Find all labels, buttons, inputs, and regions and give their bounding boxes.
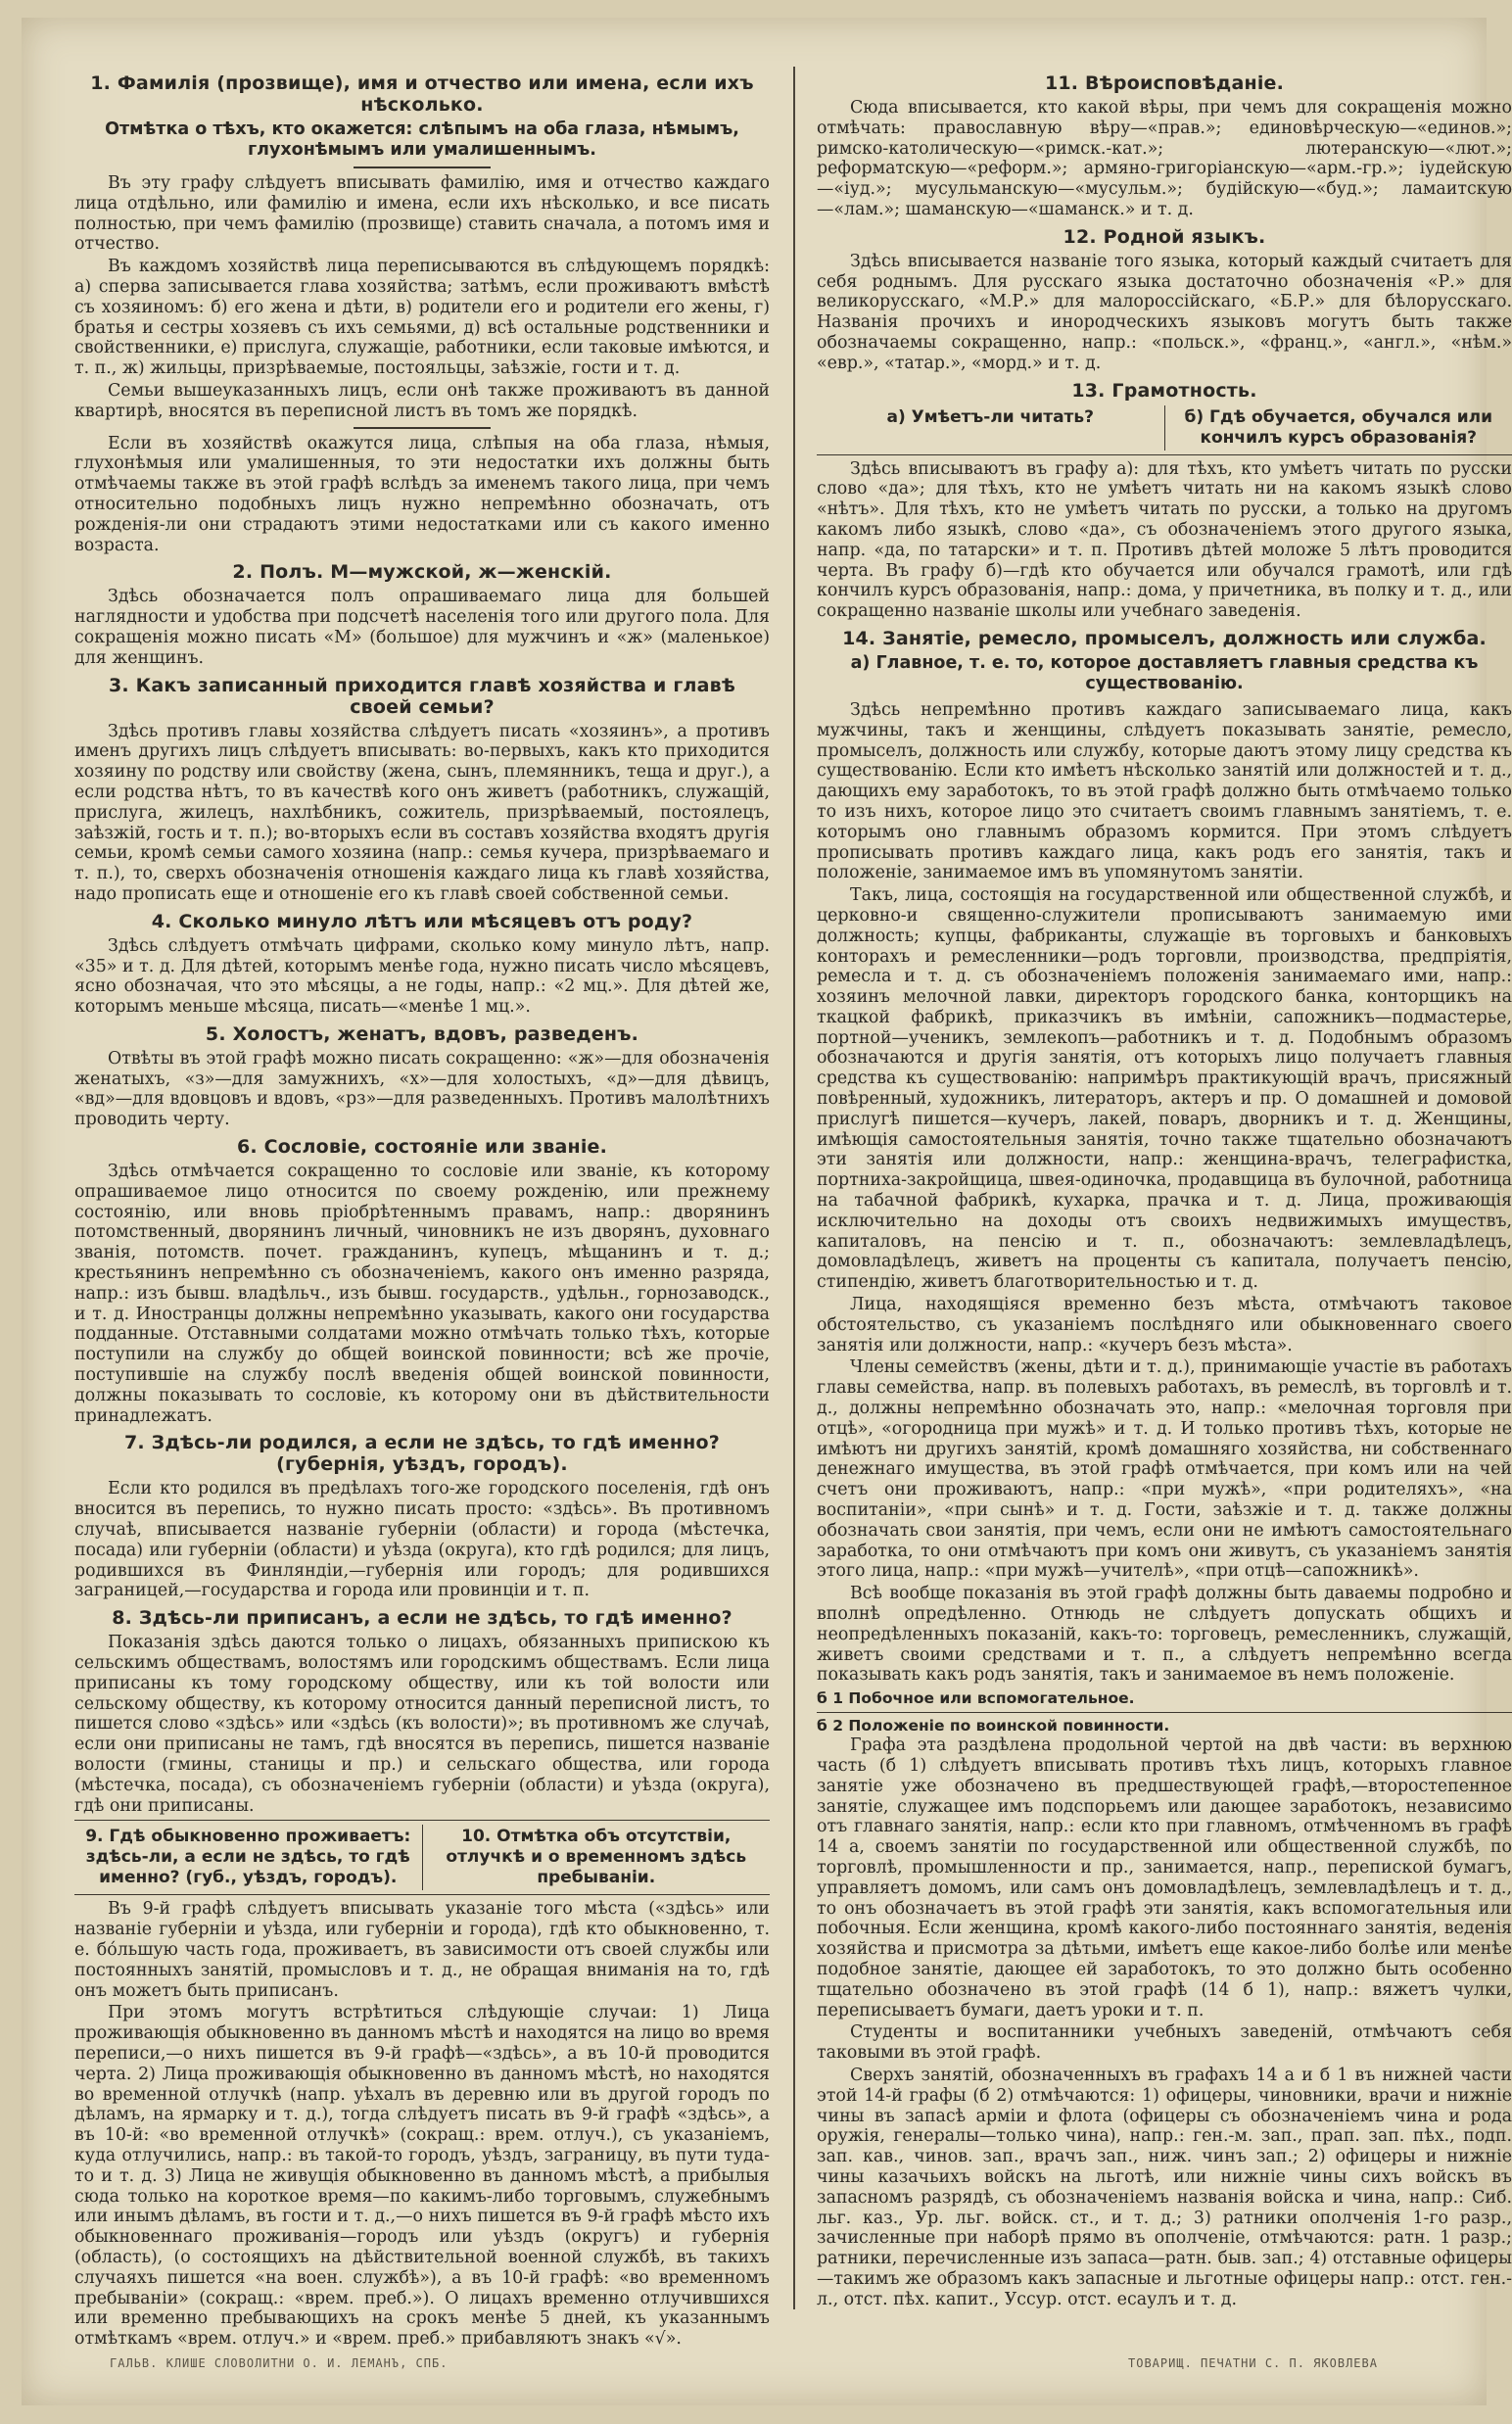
section-1-subtitle: Отмѣтка о тѣхъ, кто окажется: слѣпымъ на оба глаза, нѣмымъ, глухонѣмымъ или умалишеннымъ.: [105, 119, 739, 160]
section-2-title: 2. Полъ. М—мужской, ж—женскій.: [232, 561, 612, 584]
separator-rule: [354, 427, 491, 429]
column-divider: [793, 67, 795, 2309]
right-column: [817, 67, 1512, 2309]
section-3-paragraph: Здѣсь противъ главы хозяйства слѣдуетъ писать «хозяинъ», а противъ именъ другихъ лицъ слѣдуетъ вписывать: во-первыхъ, какъ кто приходится хозяину по родству или свойству (жена, сынъ, племянникъ, теща и друг.), а если родства нѣтъ, то въ качествѣ кого онъ живетъ (работникъ, служащій, прислуга, жилецъ, нахлѣбникъ, сожитель, призрѣваемый, постоялецъ, заѣзжій, гость и т. п.); во-вторыхъ если въ составъ хозяйства входятъ другія семьи, кромѣ семьи самого хозяина (напр.: семья кучера, призрѣваемаго и т. п.), то, сверхъ обозначенія отношенія каждаго лица къ главѣ хозяйства, надо прописать еще и отношеніе его къ главѣ своей собственной семьи.: [74, 721, 770, 904]
section-8-title: 8. Здѣсь-ли приписанъ, а если не здѣсь, то гдѣ именно?: [112, 1607, 732, 1630]
document-sheet: [22, 18, 1512, 2405]
section-1-paragraph: Если въ хозяйствѣ окажутся лица, слѣпыя на оба глаза, нѣмыя, глухонѣмыя или умалишенныя, то эти недостатки ихъ должны быть отмѣчаемы также въ этой графѣ вслѣдъ за именемъ такого лица, при чемъ относительно подобныхъ лицъ нужно непремѣнно обозначать, отъ рожденія-ли они страдаютъ этими недостатками или съ какого именно возраста.: [74, 433, 770, 555]
section-1-title: 1. Фамилія (прозвище), имя и отчество или имена, если ихъ нѣсколько.: [90, 72, 754, 116]
section-3-title: 3. Какъ записанный приходится главѣ хозяйства и главѣ своей семьи?: [108, 674, 736, 718]
separator-rule: [817, 1712, 1512, 1713]
section-13a-title: а) Умѣетъ-ли читать?: [817, 405, 1165, 451]
section-14-paragraph: Здѣсь непремѣнно противъ каждаго записываемаго лица, какъ мужчины, такъ и женщины, слѣдуетъ показывать занятіе, ремесло, промыселъ, должность или службу, которые даютъ этому лицу средства къ существованію. Если кто имѣетъ нѣсколько занятій или должностей и т. д., дающихъ ему заработокъ, то въ этой графѣ должно быть отмѣчаемо только то изъ нихъ, которое лицо это считаетъ своимъ главнымъ занятіемъ, т. е. которымъ оно главнымъ образомъ кормится. При этомъ слѣдуетъ прописывать противъ каждаго лица, какъ родъ его занятія, такъ и положеніе, занимаемое имъ въ упомянутомъ занятіи.: [817, 699, 1512, 883]
section-14-paragraph: Члены семействъ (жены, дѣти и т. д.), принимающіе участіе въ работахъ главы семейства, напр. въ полевыхъ работахъ, въ ремеслѣ, въ торговлѣ и т. д., должны непремѣнно обозначать это, напр.: «мелочная торговля при отцѣ», «огородница при мужѣ» и т. д. И только противъ тѣхъ, которые не имѣютъ ни другихъ занятій, кромѣ домашняго хозяйства, ни собственнаго денежнаго имущества, въ этой графѣ отмѣчается, при комъ или на чей счетъ они проживаютъ, напр.: «при мужѣ», «при родителяхъ», «на воспитаніи», «при сынѣ» и т. д. Гости, заѣзжіе и т. д. также должны обозначать свои занятія, при чемъ, если они не имѣютъ самостоятельнаго заработка, то они отмѣчаютъ при комъ они живутъ, съ указаніемъ занятія этого лица, напр.: «при мужѣ—учителѣ», «при отцѣ—сапожникѣ».: [817, 1357, 1512, 1582]
section-14-paragraph: Графа эта раздѣлена продольной чертой на двѣ части: въ верхнюю часть (б 1) слѣдуетъ вписывать противъ тѣхъ лицъ, которыхъ главное занятіе уже обозначено въ предшествующей графѣ,—второстепенное занятіе, служащее имъ подспорьемъ или дающее заработокъ, независимо отъ главнаго занятія, напр.: если кто при главномъ, отмѣченномъ въ графѣ 14 а, своемъ занятіи по государственной или общественной службѣ, по торговлѣ, промышленности и пр., занимается, напр., перепиской бумагъ, управляетъ домомъ, или самъ онъ домовладѣлецъ, землевладѣлецъ и т. д., то онъ обозначаетъ въ этой графѣ эти занятія, какъ вспомогательныя или побочныя. Если женщина, кромѣ какого-либо постояннаго занятія, веденія хозяйства и присмотра за дѣтьми, имѣетъ еще какое-либо болѣе или менѣе подобное занятіе, дающее ей заработокъ, то это должно быть особенно тщательно обозначено въ этой графѣ (14 б 1), напр.: вяжетъ чулки, переписываетъ бумаги, даетъ уроки и т. п.: [817, 1735, 1512, 2020]
section-5-paragraph: Отвѣты въ этой графѣ можно писать сокращенно: «ж»—для обозначенія женатыхъ, «з»—для замужнихъ, «х»—для холостыхъ, «д»—для дѣвицъ, «вд»—для вдовцовъ и вдовъ, «рз»—для разведенныхъ. Противъ малолѣтнихъ проводить черту.: [74, 1048, 770, 1130]
section-6-title: 6. Сословіе, состояніе или званіе.: [236, 1136, 608, 1159]
printer-credit-right: ТОВАРИЩ. ПЕЧАТНИ С. П. ЯКОВЛЕВА: [1128, 2356, 1378, 2370]
section-14-title: 14. Занятіе, ремесло, промыселъ, должность или служба.: [842, 627, 1487, 649]
section-7-title: 7. Здѣсь-ли родился, а если не здѣсь, то гдѣ именно? (губернія, уѣздъ, городъ).: [124, 1432, 720, 1476]
section-5-title: 5. Холостъ, женатъ, вдовъ, разведенъ.: [205, 1022, 639, 1045]
section-14-paragraph: Всѣ вообще показанія въ этой графѣ должны быть даваемы подробно и вполнѣ опредѣленно. Отнюдь не слѣдуетъ допускать общихъ и неопредѣленныхъ показаній, какъ-то: торговецъ, ремесленникъ, служащій, живетъ своими средствами и т. п., а слѣдуетъ непремѣнно всегда показывать какъ родъ занятія, такъ и занимаемое въ немъ положеніе.: [817, 1584, 1512, 1686]
section-13-title: 13. Грамотность.: [1071, 379, 1257, 402]
section-12-title: 12. Родной языкъ.: [1063, 225, 1266, 248]
section-12-paragraph: Здѣсь вписывается названіе того языка, который каждый считаетъ для себя роднымъ. Для русскаго языка достаточно обозначенія «Р.» для великорусскаго, «М.Р.» для малороссійскаго, «Б.Р.» для бѣлорусскаго. Названія прочихъ и инородческихъ языковъ могутъ быть также обозначаемы сокращенно, напр.: «польск.», «франц.», «англ.», «нѣм.» «евр.», «татар.», «морд.» и т. д.: [817, 251, 1512, 373]
section-4-title: 4. Сколько минуло лѣтъ или мѣсяцевъ отъ роду?: [151, 910, 693, 932]
section-6-paragraph: Здѣсь отмѣчается сокращенно то сословіе или званіе, къ которому опрашиваемое лицо относится по своему рожденію, или прежнему состоянію, или вновь пріобрѣтеннымъ правамъ, напр.: дворянинъ потомственный, дворянинъ личный, чиновникъ не изъ дворянъ, духовнаго званія, потомств. почет. гражданинъ, купецъ, мѣщанинъ и т. д.; крестьянинъ непремѣнно съ обозначеніемъ, какого онъ именно разряда, напр.: изъ бывш. владѣльч., изъ бывш. государств., удѣльн., горнозаводск., и т. д. Иностранцы должны непремѣнно указывать, какого они государства подданные. Отставными солдатами можно отмѣчать только тѣхъ, которые поступили на службу до общей воинской повинности; всѣ же прочіе, поступившіе на службу послѣ введенія общей воинской повинности, должны показывать то сословіе, къ которому они въ дѣйствительности принадлежатъ.: [74, 1162, 770, 1426]
section-1-paragraph: Семьи вышеуказанныхъ лицъ, если онѣ также проживаютъ въ данной квартирѣ, вносятся въ переписной листъ въ томъ же порядкѣ.: [74, 380, 770, 421]
separator-rule: [74, 1894, 770, 1895]
section-1-paragraph: Въ эту графу слѣдуетъ вписывать фамилію, имя и отчество каждаго лица отдѣльно, или фамилію и имена, если ихъ нѣсколько, и все писать полностью, при чемъ фамилію (прозвище) ставить сначала, а потомъ имя и отчество.: [74, 173, 770, 255]
section-14-paragraph: Такъ, лица, состоящія на государственной или общественной службѣ, и церковно-и священно-служители прописываютъ занимаемую ими должность; купцы, фабриканты, служащіе въ торговыхъ и банковыхъ конторахъ и ремесленники—родъ торговли, производства, предпріятія, ремесла и т. д. съ обозначеніемъ положенія занимаемаго ими, напр.: хозяинъ мелочной лавки, директоръ городского банка, конторщикъ на ткацкой фабрикѣ, приказчикъ въ имѣніи, сапожникъ—подмастерье, портной—ученикъ, землекопъ—работникъ и т. д. Подобнымъ образомъ обозначаются и другія занятія, отъ которыхъ лицо получаетъ главныя средства къ существованію: напримѣръ практикующій врачъ, присяжный повѣренный, художникъ, литераторъ, актеръ и пр. О домашней и домовой прислугѣ пишется—кучеръ, лакей, поваръ, дворникъ и т. д. Женщины, имѣющія самостоятельныя занятія, точно также тщательно обозначаютъ эти занятія или должности, напр.: женщина-врачъ, телеграфистка, портниха-закройщица, швея-одиночка, продавщица въ булочной, работница на табачной фабрикѣ, кухарка, прачка и т. д. Лица, проживающія исключительно на доходы отъ своихъ недвижимыхъ имуществъ, капиталовъ, на пенсію и т. п., обозначаютъ: землевладѣлецъ, домовладѣлецъ, живетъ на проценты съ капитала, получаетъ пенсію, стипендію, живетъ благотворительностью и т. д.: [817, 885, 1512, 1293]
left-column: [74, 67, 770, 2350]
section-9-paragraph: Въ 9-й графѣ слѣдуетъ вписывать указаніе того мѣста («здѣсь» или названіе губерніи и уѣзда, или губерніи и города), гдѣ кто обыкновенно, т. е. бо́льшую часть года, проживаетъ, въ зависимости отъ своей службы или постоянныхъ занятій, промысловъ и т. д., не обращая вниманія на то, гдѣ онъ можетъ быть приписанъ.: [74, 1899, 770, 2001]
separator-rule: [74, 1820, 770, 1821]
section-2-paragraph: Здѣсь обозначается полъ опрашиваемаго лица для большей наглядности и удобства при подсчетѣ населенія того или другого пола. Для сокращенія можно писать «М» (большое) для мужчинъ и «ж» (маленькое) для женщинъ.: [74, 587, 770, 668]
section-1-paragraph: Въ каждомъ хозяйствѣ лица переписываются въ слѣдующемъ порядкѣ: а) сперва записывается глава хозяйства; затѣмъ, если проживаютъ вмѣстѣ съ хозяиномъ: б) его жена и дѣти, в) родители его и родители его жены, г) братья и сестры хозяевъ съ ихъ семьями, д) всѣ остальные родственники и свойственники, е) прислуга, служащіе, работники, если таковые имѣются, и т. п., ж) жильцы, призрѣваемые, постояльцы, заѣзжіе, гости и т. д.: [74, 257, 770, 379]
section-9-10-header: [74, 1825, 770, 1890]
section-7-paragraph: Если кто родился въ предѣлахъ того-же городского поселенія, гдѣ онъ вносится въ перепись, то нужно писать просто: «здѣсь». Въ противномъ случаѣ, вписывается названіе губерніи (области) и города (мѣстечка, посада) или губерніи (области) и уѣзда (округа), кто гдѣ родился; для лицъ, родившихся въ Финляндіи,—губернія или городъ; для родившихся заграницей,—государства и города или провинціи и т. п.: [74, 1479, 770, 1601]
separator-rule: [817, 454, 1512, 455]
section-9-paragraph: При этомъ могутъ встрѣтиться слѣдующіе случаи: 1) Лица проживающія обыкновенно въ данномъ мѣстѣ и находятся на лицо во время переписи,—о нихъ пишется въ 9-й графѣ—«здѣсь», а въ 10-й проводится черта. 2) Лица проживающія обыкновенно въ данномъ мѣстѣ, но находятся во временной отлучкѣ (напр. уѣхалъ въ деревню или въ другой городъ по дѣламъ, на ярмарку и т. д.), тогда слѣдуетъ писать въ 9-й графѣ «здѣсь», а въ 10-й: «во временной отлучкѣ» (сокращ.: врем. отлуч.), съ указаніемъ, куда отлучились, напр.: въ такой-то городъ, уѣздъ, заграницу, въ пути туда-то и т. д. 3) Лица не живущія обыкновенно въ данномъ мѣстѣ, а прибылыя сюда только на короткое время—по какимъ-либо торговымъ, служебнымъ или инымъ дѣламъ, въ гости и т. д.,—о нихъ пишется въ 9-й графѣ мѣсто ихъ обыкновеннаго проживанія—городъ или уѣздъ (округъ) и губернія (область), (о состоящихъ на дѣйствительной военной службѣ, въ такихъ случаяхъ пишется «на воен. службѣ»), а въ 10-й графѣ: «во временномъ пребываніи» (сокращ.: «врем. преб.»). О лицахъ временно отлучившихся или временно пребывающихъ на срокъ менѣе 5 дней, къ указаннымъ отмѣткамъ «врем. отлуч.» и «врем. преб.» прибавляютъ знакъ «√».: [74, 2003, 770, 2350]
section-8-paragraph: Показанія здѣсь даются только о лицахъ, обязанныхъ припискою къ сельскимъ обществамъ, волостямъ или городскимъ обществамъ. Если лица приписаны къ тому городскому обществу, или къ той волости или сельскому обществу, къ которому относится данный переписной листъ, то пишется слово «здѣсь» или «здѣсь (къ волости)»; въ противномъ же случаѣ, если они приписаны не тамъ, гдѣ вносятся въ перепись, пишется названіе волости (гмины, станицы и пр.) и сельскаго общества, или города (мѣстечка, посада), съ обозначеніемъ губерніи (области) и уѣзда (округа), гдѣ они приписаны.: [74, 1633, 770, 1816]
section-4-paragraph: Здѣсь слѣдуетъ отмѣчать цифрами, сколько кому минуло лѣтъ, напр. «35» и т. д. Для дѣтей, которымъ менѣе года, нужно писать число мѣсяцевъ, ясно обозначая, что это мѣсяцы, а не годы, напр.: «2 мц.». Для дѣтей же, которымъ меньше мѣсяца, писать—«менѣе 1 мц.».: [74, 935, 770, 1018]
section-14-paragraph: Сверхъ занятій, обозначенныхъ въ графахъ 14 а и б 1 въ нижней части этой 14-й графы (б 2) отмѣчаются: 1) офицеры, чиновники, врачи и нижніе чины въ запасѣ арміи и флота (офицеры съ обозначеніемъ чина и рода оружія, генералы—только чина), напр.: ген.-м. зап., прап. зап. пѣх., подп. зап. кав., чинов. зап., врачъ зап., ниж. чинъ зап.; 2) офицеры и нижніе чины казачьихъ войскъ на льготѣ, или нижніе чины сихъ войскъ въ запасномъ разрядѣ, съ обозначеніемъ названія войска и чина, напр.: Сиб. льг. каз., Ур. льг. войск. ст., и т. д.; 3) ратники ополченія 1-го разр., зачисленные при наборѣ прямо въ ополченіе, отмѣчаются: ратн. 1 разр.; ратники, перечисленные изъ запаса—ратн. быв. зап.; 4) отставные офицеры—такимъ же образомъ какъ запасные и льготные офицеры напр.: отст. ген.-л., отст. пѣх. капит., Уссур. отст. есаулъ и т. д.: [817, 2065, 1512, 2309]
section-13b-title: б) Гдѣ обучается, обучался или кончилъ курсъ образованія?: [1184, 406, 1492, 448]
section-9-title: 9. Гдѣ обыкновенно проживаетъ: здѣсь-ли, а если не здѣсь, то гдѣ именно? (губ., уѣздъ, городъ).: [74, 1825, 423, 1890]
section-14-b1-title: б 1 Побочное или вспомогательное.: [817, 1689, 1135, 1708]
section-13-paragraph: Здѣсь вписываютъ въ графу а): для тѣхъ, кто умѣетъ читать по русски слово «да»; для тѣхъ, кто не умѣетъ читать ни на какомъ языкѣ слово «нѣтъ». Для тѣхъ, кто не умѣетъ читать по русски, а только на другомъ какомъ либо языкѣ, слово «да», съ обозначеніемъ этого другого языка, напр. «да, по татарски» и т. п. Противъ дѣтей моложе 5 лѣтъ проводится черта. Въ графу б)—гдѣ кто обучается или обучался грамотѣ, или гдѣ кончилъ курсъ образованія, напр.: дома, у причетника, въ полку и т. д., или сокращенно названіе школы или учебнаго заведенія.: [817, 458, 1512, 622]
section-10-title: 10. Отмѣтка объ отсутствіи, отлучкѣ и о временномъ здѣсь пребываніи.: [446, 1827, 747, 1888]
section-14-subtitle: а) Главное, т. е. то, которое доставляетъ главныя средства къ существованію.: [850, 652, 1479, 693]
section-14-paragraph: Лица, находящіяся временно безъ мѣста, отмѣчаютъ таковое обстоятельство, съ указаніемъ послѣдняго или обыкновеннаго своего занятія или должности, напр.: «кучеръ безъ мѣста».: [817, 1295, 1512, 1355]
separator-rule: [354, 166, 491, 168]
section-14-paragraph: Студенты и воспитанники учебныхъ заведеній, отмѣчаютъ себя таковыми въ этой графѣ.: [817, 2022, 1512, 2064]
section-13-header: [817, 405, 1512, 451]
section-11-paragraph: Сюда вписывается, кто какой вѣры, при чемъ для сокращенія можно отмѣчать: православную вѣру—«прав.»; единовѣрческую—«единов.»; римско-католическую—«римск.-кат.»; лютеранскую—«лют.»; реформатскую—«реформ.»; армяно-григоріанскую—«арм.-гр.»; іудейскую—«іуд.»; мусульманскую—«мусульм.»; будійскую—«буд.»; ламаитскую—«лам.»; шаманскую—«шаманск.» и т. д.: [817, 98, 1512, 219]
section-14-b2-title: б 2 Положеніе по воинской повинности.: [817, 1717, 1170, 1735]
printer-credit-left: ГАЛЬВ. КЛИШЕ СЛОВОЛИТНИ О. И. ЛЕМАНЪ, СПБ.: [110, 2356, 449, 2370]
section-11-title: 11. Вѣроисповѣданіе.: [1044, 72, 1285, 94]
